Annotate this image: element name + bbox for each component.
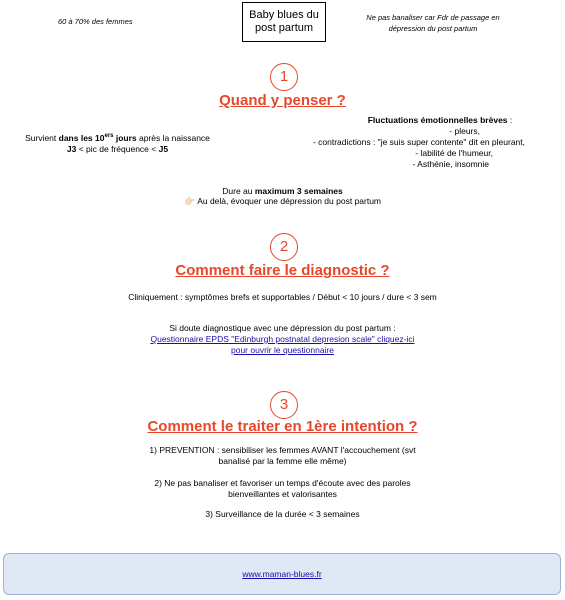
fluctuations-block: [300, 115, 560, 170]
step-number-1: 1: [270, 63, 298, 91]
fluctuations-title: Fluctuations émotionnelles brèves :: [367, 115, 513, 125]
maman-blues-link[interactable]: www.maman-blues.fr: [242, 568, 322, 579]
duration-line: Dure au maximum 3 semaines: [222, 186, 343, 196]
pointing-hand-icon: 👉🏻: [183, 196, 196, 206]
treatment-item-3: 3) Surveillance de la durée < 3 semaines: [205, 509, 360, 519]
fluct-item: - contradictions : "je suis super contente" dit en pleurant,: [312, 137, 525, 147]
step-number-2: 2: [270, 233, 298, 261]
fluct-item: - Asthénie, insomnie: [412, 159, 489, 169]
warning-note: Ne pas banaliser car Fdr de passage en dépression du post partum: [366, 13, 500, 33]
page-title-text: Baby blues du post partum: [249, 9, 319, 34]
onset-block: [0, 131, 235, 155]
section2-heading: Comment faire le diagnostic ?: [175, 262, 390, 279]
step-number-3: 3: [270, 391, 298, 419]
treatment-item-1: 1) PREVENTION : sensibiliser les femmes AVANT l'accouchement (svt banalisé par la femme elle même): [149, 445, 416, 466]
beyond-line: 👉🏻 Au delà, évoquer une dépression du post partum: [183, 196, 382, 206]
onset-line-1: Survient dans les 10ers jours après la naissance: [25, 132, 210, 143]
treatment-item-2: 2) Ne pas banaliser et favoriser un temps d'écoute avec des paroles bienveillantes et valorisantes: [154, 478, 411, 499]
epds-questionnaire-link[interactable]: Questionnaire EPDS "Edinburgh postnatal depresion scale" cliquez-ici pour ouvrir le questionnaire: [150, 334, 415, 355]
fluct-item: - labilité de l'humeur,: [415, 148, 493, 158]
page-title: [242, 2, 326, 42]
fluct-item: - pleurs,: [449, 126, 480, 136]
section1-heading: Quand y penser ?: [219, 92, 346, 109]
clinical-criteria: Cliniquement : symptômes brefs et supportables / Début < 10 jours / dure < 3 sem: [128, 292, 437, 302]
doubt-text: Si doute diagnostique avec une dépression du post partum :: [169, 323, 396, 333]
onset-line-2: J3 < pic de fréquence < J5: [66, 143, 169, 154]
footer-banner: [3, 553, 561, 595]
section3-heading: Comment le traiter en 1ère intention ?: [147, 418, 418, 435]
prevalence-note: 60 à 70% des femmes: [58, 17, 133, 26]
